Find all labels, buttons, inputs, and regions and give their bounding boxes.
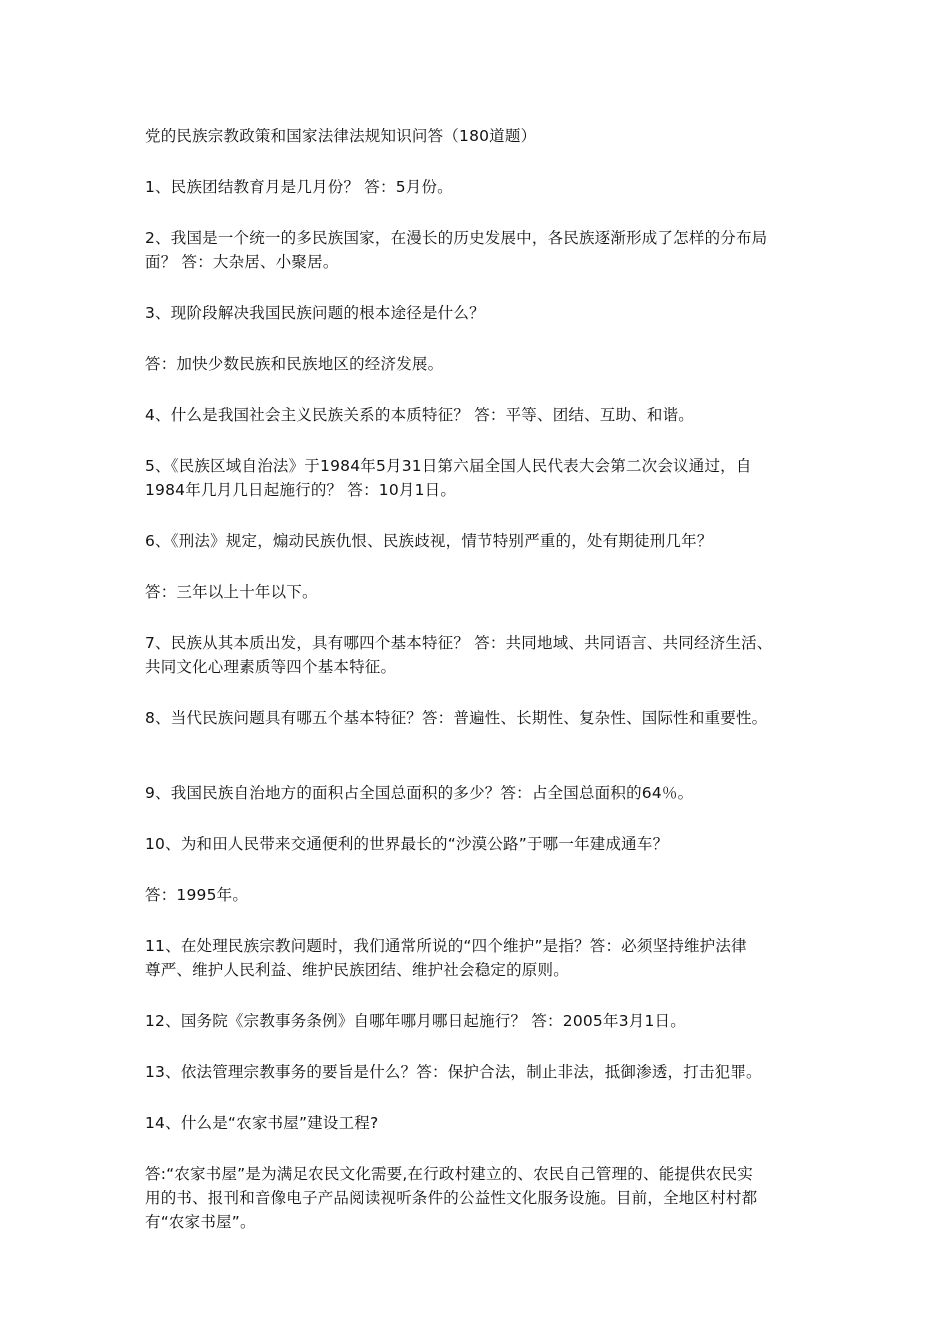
text-line: 11、在处理民族宗教问题时，我们通常所说的“四个维护”是指？答：必须坚持维护法律 <box>145 937 747 955</box>
text-line: 4、什么是我国社会主义民族关系的本质特征？ 答：平等、团结、互助、和谐。 <box>145 406 694 424</box>
text-line: 13、依法管理宗教事务的要旨是什么？答：保护合法，制止非法，抵御渗透，打击犯罪。 <box>145 1063 762 1081</box>
text-line: 14、什么是“农家书屋”建设工程? <box>145 1114 379 1132</box>
text-line: 答：加快少数民族和民族地区的经济发展。 <box>145 355 444 373</box>
text-line: 尊严、维护人民利益、维护民族团结、维护社会稳定的原则。 <box>145 961 569 979</box>
text-line: 1、民族团结教育月是几月份？ 答：5月份。 <box>145 178 453 196</box>
text-line: 2、我国是一个统一的多民族国家，在漫长的历史发展中，各民族逐渐形成了怎样的分布局 <box>145 229 768 247</box>
text-line: 7、民族从其本质出发，具有哪四个基本特征？ 答：共同地域、共同语言、共同经济生活、 <box>145 634 773 652</box>
text-line: 5、《民族区域自治法》于1984年5月31日第六届全国人民代表大会第二次会议通过，自 <box>145 457 752 475</box>
document-body <box>145 124 820 1234</box>
document-title: 党的民族宗教政策和国家法律法规知识问答（180道题） <box>145 127 537 145</box>
text-line: 9、我国民族自治地方的面积占全国总面积的多少？答：占全国总面积的64％。 <box>145 784 694 802</box>
text-line: 3、现阶段解决我国民族问题的根本途径是什么？ <box>145 304 485 322</box>
text-line: 用的书、报刊和音像电子产品阅读视听条件的公益性文化服务设施。目前，全地区村村都 <box>145 1189 758 1207</box>
text-line: 1984年几月几日起施行的？ 答：10月1日。 <box>145 481 457 499</box>
text-line: 8、当代民族问题具有哪五个基本特征？答：普遍性、长期性、复杂性、国际性和重要性。 <box>145 709 768 727</box>
text-line: 有“农家书屋”。 <box>145 1213 256 1231</box>
text-line: 共同文化心理素质等四个基本特征。 <box>145 658 397 676</box>
text-line: 12、国务院《宗教事务条例》自哪年哪月哪日起施行？ 答：2005年3月1日。 <box>145 1012 686 1030</box>
text-line: 答:“农家书屋”是为满足农民文化需要,在行政村建立的、农民自己管理的、能提供农民实 <box>145 1165 753 1183</box>
text-line: 答：三年以上十年以下。 <box>145 583 318 601</box>
text-line: 10、为和田人民带来交通便利的世界最长的“沙漠公路”于哪一年建成通车？ <box>145 835 669 853</box>
text-line: 答：1995年。 <box>145 886 249 904</box>
text-line: 6、《刑法》规定，煽动民族仇恨、民族歧视，情节特别严重的，处有期徒刑几年？ <box>145 532 713 550</box>
text-line: 面？ 答：大杂居、小聚居。 <box>145 253 339 271</box>
